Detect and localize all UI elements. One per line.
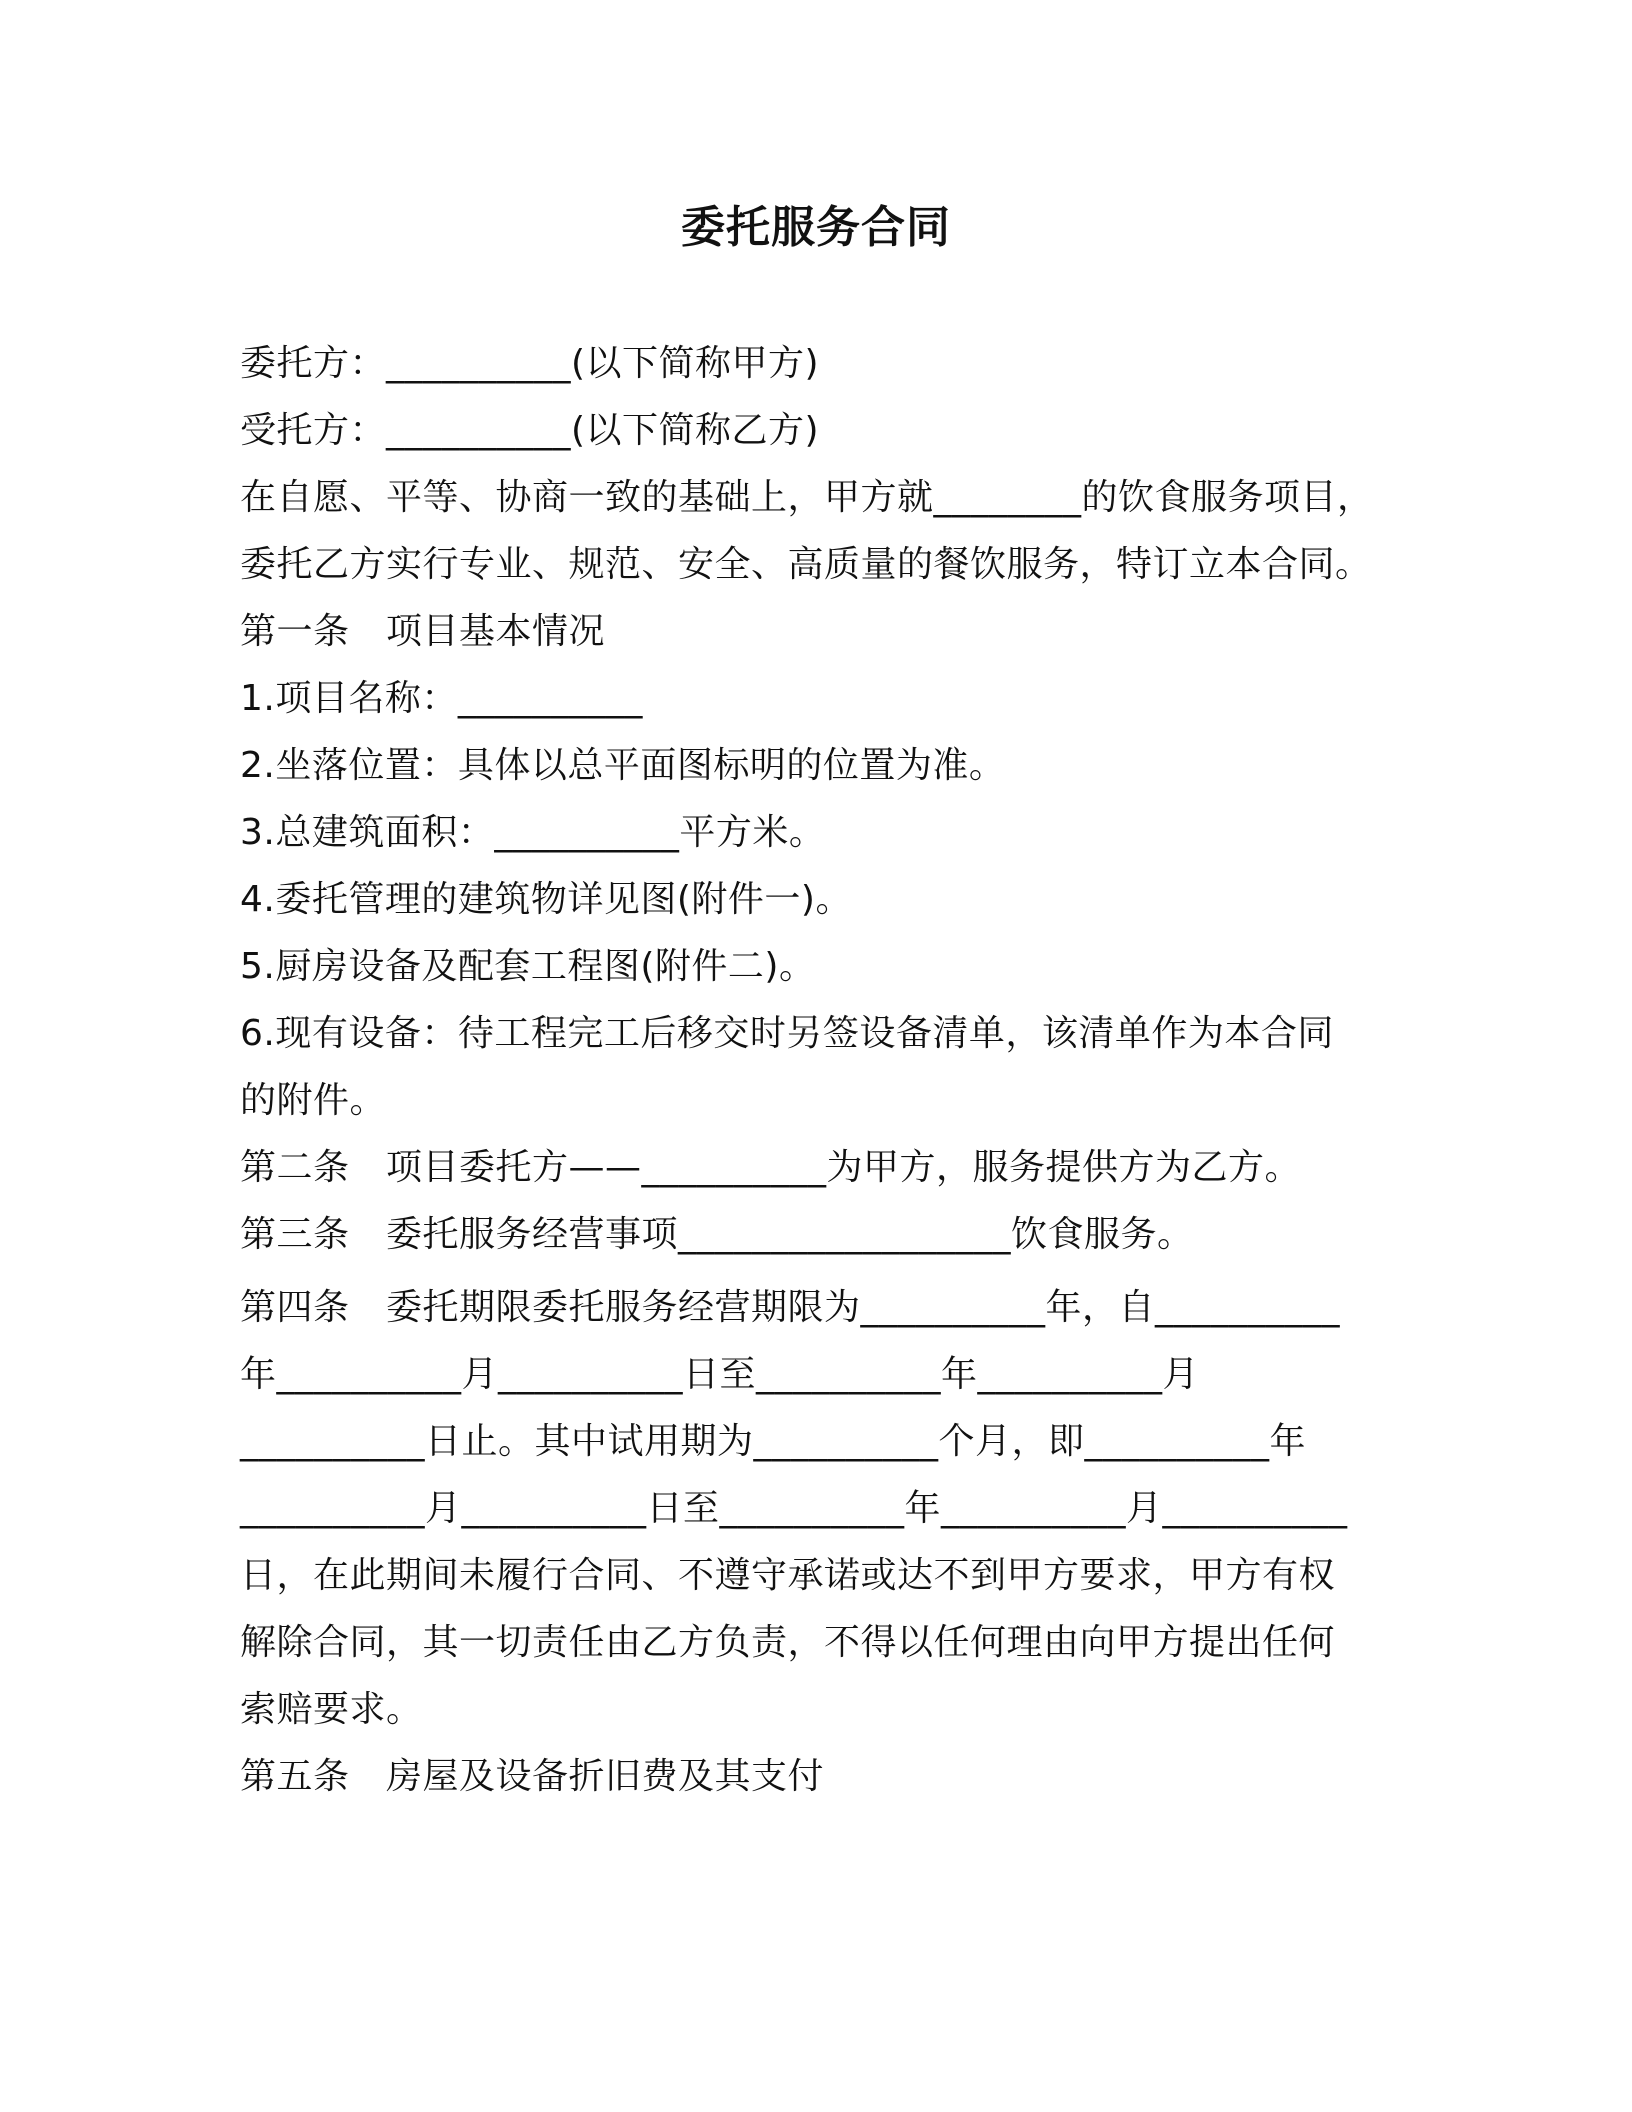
document-body (240, 330, 1400, 1810)
article-4-line-6: 解除合同，其一切责任由乙方负责，不得以任何理由向甲方提出任何 (240, 1622, 1336, 1663)
article-1-item-2: 2.坐落位置：具体以总平面图标明的位置为准。 (240, 745, 1006, 786)
article-4-line-3: __________日止。其中试用期为__________个月，即__________年 (240, 1421, 1307, 1462)
article-1-item-4: 4.委托管理的建筑物详见图(附件一)。 (240, 879, 852, 920)
article-1-heading: 第一条 项目基本情况 (240, 611, 606, 652)
article-4-line-5: 日，在此期间未履行合同、不遵守承诺或达不到甲方要求，甲方有权 (240, 1555, 1336, 1596)
article-5-heading: 第五条 房屋及设备折旧费及其支付 (240, 1756, 825, 1797)
article-4-line-4: __________月__________日至__________年__________月__________ (240, 1488, 1348, 1529)
article-1-item-6-cont: 的附件。 (240, 1080, 387, 1121)
article-3: 第三条 委托服务经营事项__________________饮食服务。 (240, 1214, 1194, 1255)
article-2: 第二条 项目委托方——__________为甲方，服务提供方为乙方。 (240, 1147, 1302, 1188)
article-4-line-2: 年__________月__________日至__________年__________月 (240, 1354, 1200, 1395)
article-1-item-6: 6.现有设备：待工程完工后移交时另签设备清单，该清单作为本合同 (240, 1013, 1334, 1054)
agent-line: 受托方：__________(以下简称乙方) (240, 410, 820, 451)
article-4-line-7: 索赔要求。 (240, 1689, 423, 1730)
preamble-line-1: 在自愿、平等、协商一致的基础上，甲方就________的饮食服务项目， (240, 477, 1374, 518)
article-4-line-1: 第四条 委托期限委托服务经营期限为__________年，自__________ (240, 1287, 1341, 1328)
article-1-item-3: 3.总建筑面积：__________平方米。 (240, 812, 826, 853)
principal-line: 委托方：__________(以下简称甲方) (240, 343, 820, 384)
document-title: 委托服务合同 (681, 202, 951, 253)
preamble-line-2: 委托乙方实行专业、规范、安全、高质量的餐饮服务，特订立本合同。 (240, 544, 1372, 585)
article-1-item-5: 5.厨房设备及配套工程图(附件二)。 (240, 946, 816, 987)
article-1-item-1: 1.项目名称：__________ (240, 678, 643, 719)
